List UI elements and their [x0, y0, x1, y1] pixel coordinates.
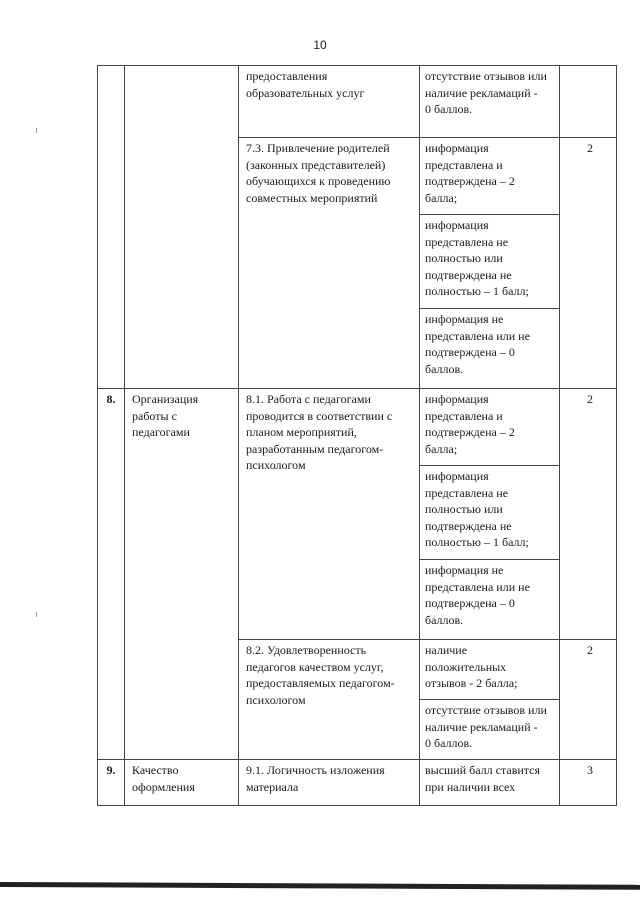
criteria-table [97, 65, 617, 806]
column-divider [238, 65, 239, 806]
score-text: информация представлена не полностью или подтверждена не полностью – 1 балл; [425, 218, 529, 298]
max-points: 2 [587, 643, 593, 657]
score-divider [419, 214, 559, 215]
indicator-text: Организация работы с педагогами [132, 392, 199, 439]
criterion-text: предоставления образовательных услуг [246, 69, 365, 100]
row-divider [97, 388, 617, 389]
table-border-left [97, 65, 98, 806]
column-divider [124, 65, 125, 806]
score-text: информация представлена и подтверждена – 2 балла; [425, 392, 515, 456]
score-divider [419, 559, 559, 560]
criterion-text: 8.1. Работа с педагогами проводится в соответствии с планом мероприятий, разработанным педагогом- психологом [246, 392, 393, 472]
score-divider [419, 699, 559, 700]
score-text: высший балл ставится при наличии всех [425, 763, 541, 794]
score-text: информация не представлена или не подтверждена – 0 баллов. [425, 312, 530, 376]
score-text: информация представлена не полностью или подтверждена не полностью – 1 балл; [425, 469, 529, 549]
row-divider [238, 639, 617, 640]
score-text: отсутствие отзывов или наличие рекламаций - 0 баллов. [425, 703, 547, 750]
page-number: 10 [313, 38, 327, 52]
score-divider [419, 308, 559, 309]
row-divider [97, 759, 617, 760]
criterion-text: 9.1. Логичность изложения материала [246, 763, 385, 794]
max-points: 2 [587, 392, 593, 406]
column-divider [559, 65, 560, 806]
score-text: отсутствие отзывов или наличие рекламаций - 0 баллов. [425, 69, 547, 116]
scan-mark [36, 128, 37, 133]
row-number: 8. [106, 392, 116, 406]
score-divider [419, 465, 559, 466]
criterion-text: 7.3. Привлечение родителей (законных представителей) обучающихся к проведению совместных мероприятий [246, 141, 391, 205]
score-text: информация не представлена или не подтверждена – 0 баллов. [425, 563, 530, 627]
score-text: наличие положительных отзывов - 2 балла; [425, 643, 518, 690]
scan-edge-bar [0, 882, 640, 890]
criterion-text: 8.2. Удовлетворенность педагогов качеством услуг, предоставляемых педагогом- психологом [246, 643, 395, 707]
table-border-bottom [97, 805, 617, 806]
max-points: 2 [587, 141, 593, 155]
row-number: 9. [106, 763, 116, 777]
column-divider [419, 65, 420, 806]
row-divider [238, 137, 617, 138]
max-points: 3 [587, 763, 593, 777]
table-border-top [97, 65, 617, 66]
table-border-right [616, 65, 617, 806]
scan-mark [36, 612, 37, 617]
indicator-text: Качество оформления [132, 763, 195, 794]
score-text: информация представлена и подтверждена – 2 балла; [425, 141, 515, 205]
